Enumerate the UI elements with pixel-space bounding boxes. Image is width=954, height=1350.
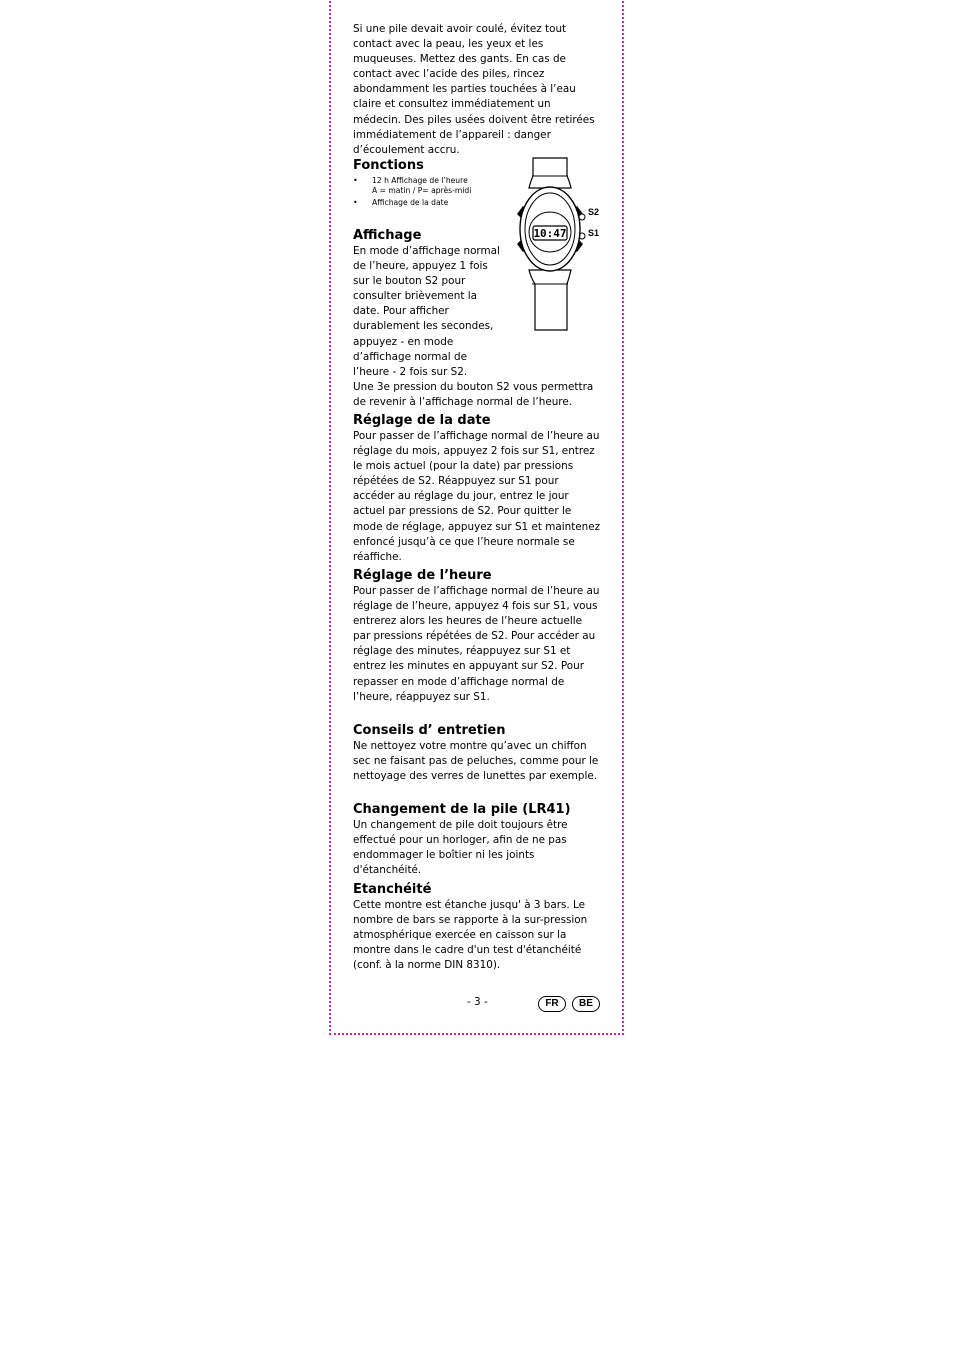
- conseils-section: [353, 722, 601, 784]
- page-number: - 3 -: [467, 996, 488, 1008]
- watch-illustration: [511, 154, 606, 334]
- reglage-date-heading: Réglage de la date: [353, 413, 491, 428]
- conseils-text: Ne nettoyez votre montre qu’avec un chiffon sec ne faisant pas de peluches, comme pour le nettoyage des verres de lunettes par exemple.: [353, 740, 599, 783]
- s2-label: S2: [588, 207, 600, 217]
- pile-section: [353, 801, 601, 878]
- country-badge-fr: FR: [538, 996, 566, 1012]
- etancheite-section: [353, 881, 601, 973]
- reglage-heure-text: Pour passer de l’affichage normal de l’heure au réglage de l’heure, appuyez 4 fois sur S1, vous entrerez alors les heures de l’heure actuelle par pressions répétées de S2. Pour accéder au réglage des minutes, réappuyez sur S1 et entrez les minutes en appuyant sur S2. Pour repasser en mode d’affichage normal de l’heure, réappuyez sur S1.: [353, 585, 600, 703]
- affichage-heading: Affichage: [353, 228, 422, 243]
- etancheite-heading: Etanchéité: [353, 882, 432, 897]
- intro-section: [353, 22, 601, 158]
- watch-drawing: [511, 154, 606, 334]
- manual-page: [329, 0, 624, 1035]
- affichage-text: En mode d’affichage normal de l’heure, appuyez 1 fois sur le bouton S2 pour consulter brièvement la date. Pour afficher durablement les secondes, appuyez - en mode d’affichage normal de l’heure - 2 fois sur S2.: [353, 245, 500, 378]
- list-item: • 12 h Affichage de l’heure A = matin / P= après-midi: [353, 176, 503, 196]
- fonctions-list: [353, 176, 503, 208]
- s1-label: S1: [588, 228, 600, 238]
- reglage-heure-heading: Réglage de l’heure: [353, 568, 492, 583]
- watch-display: 10:47: [533, 227, 567, 240]
- fonctions-heading: Fonctions: [353, 158, 424, 173]
- intro-text: Si une pile devait avoir coulé, évitez tout contact avec la peau, les yeux et les muqueuses. Mettez des gants. En cas de contact avec l’acide des piles, rincez abondamment les parties touchées à l’eau claire et consultez immédiatement un médecin. Des piles usées doivent être retirées immédiatement de l’appareil : danger d’écoulement accru.: [353, 23, 595, 156]
- reglage-date-section: [353, 412, 601, 565]
- page-footer: [331, 995, 622, 1017]
- list-item: • Affichage de la date: [353, 198, 503, 208]
- pile-text: Un changement de pile doit toujours être effectué pour un horloger, afin de ne pas endommager le boîtier ni les joints d'étanchéité.: [353, 819, 568, 877]
- etancheite-text: Cette montre est étanche jusqu' à 3 bars. Le nombre de bars se rapporte à la sur-pression atmosphérique exercée en caisson sur la montre dans le cadre d'un test d'étanchéité (conf. à la norme DIN 8310).: [353, 899, 588, 972]
- affichage-text-2: Une 3e pression du bouton S2 vous permettra de revenir à l’affichage normal de l’heure.: [353, 380, 594, 408]
- reglage-date-text: Pour passer de l’affichage normal de l’heure au réglage du mois, appuyez 2 fois sur S1, entrez le mois actuel (pour la date) par pressions répétées de S2. Réappuyez sur S1 pour accéder au réglage du jour, entrez le jour actuel par pressions de S2. Pour quitter le mode de réglage, appuyez sur S1 et maintenez enfoncé jusqu’à ce que l’heure normale se réaffiche.: [353, 430, 601, 563]
- pile-heading: Changement de la pile (LR41): [353, 802, 571, 817]
- fonctions-section: [353, 157, 503, 208]
- conseils-heading: Conseils d’ entretien: [353, 723, 506, 738]
- reglage-heure-section: [353, 567, 601, 705]
- country-badge-be: BE: [572, 996, 600, 1012]
